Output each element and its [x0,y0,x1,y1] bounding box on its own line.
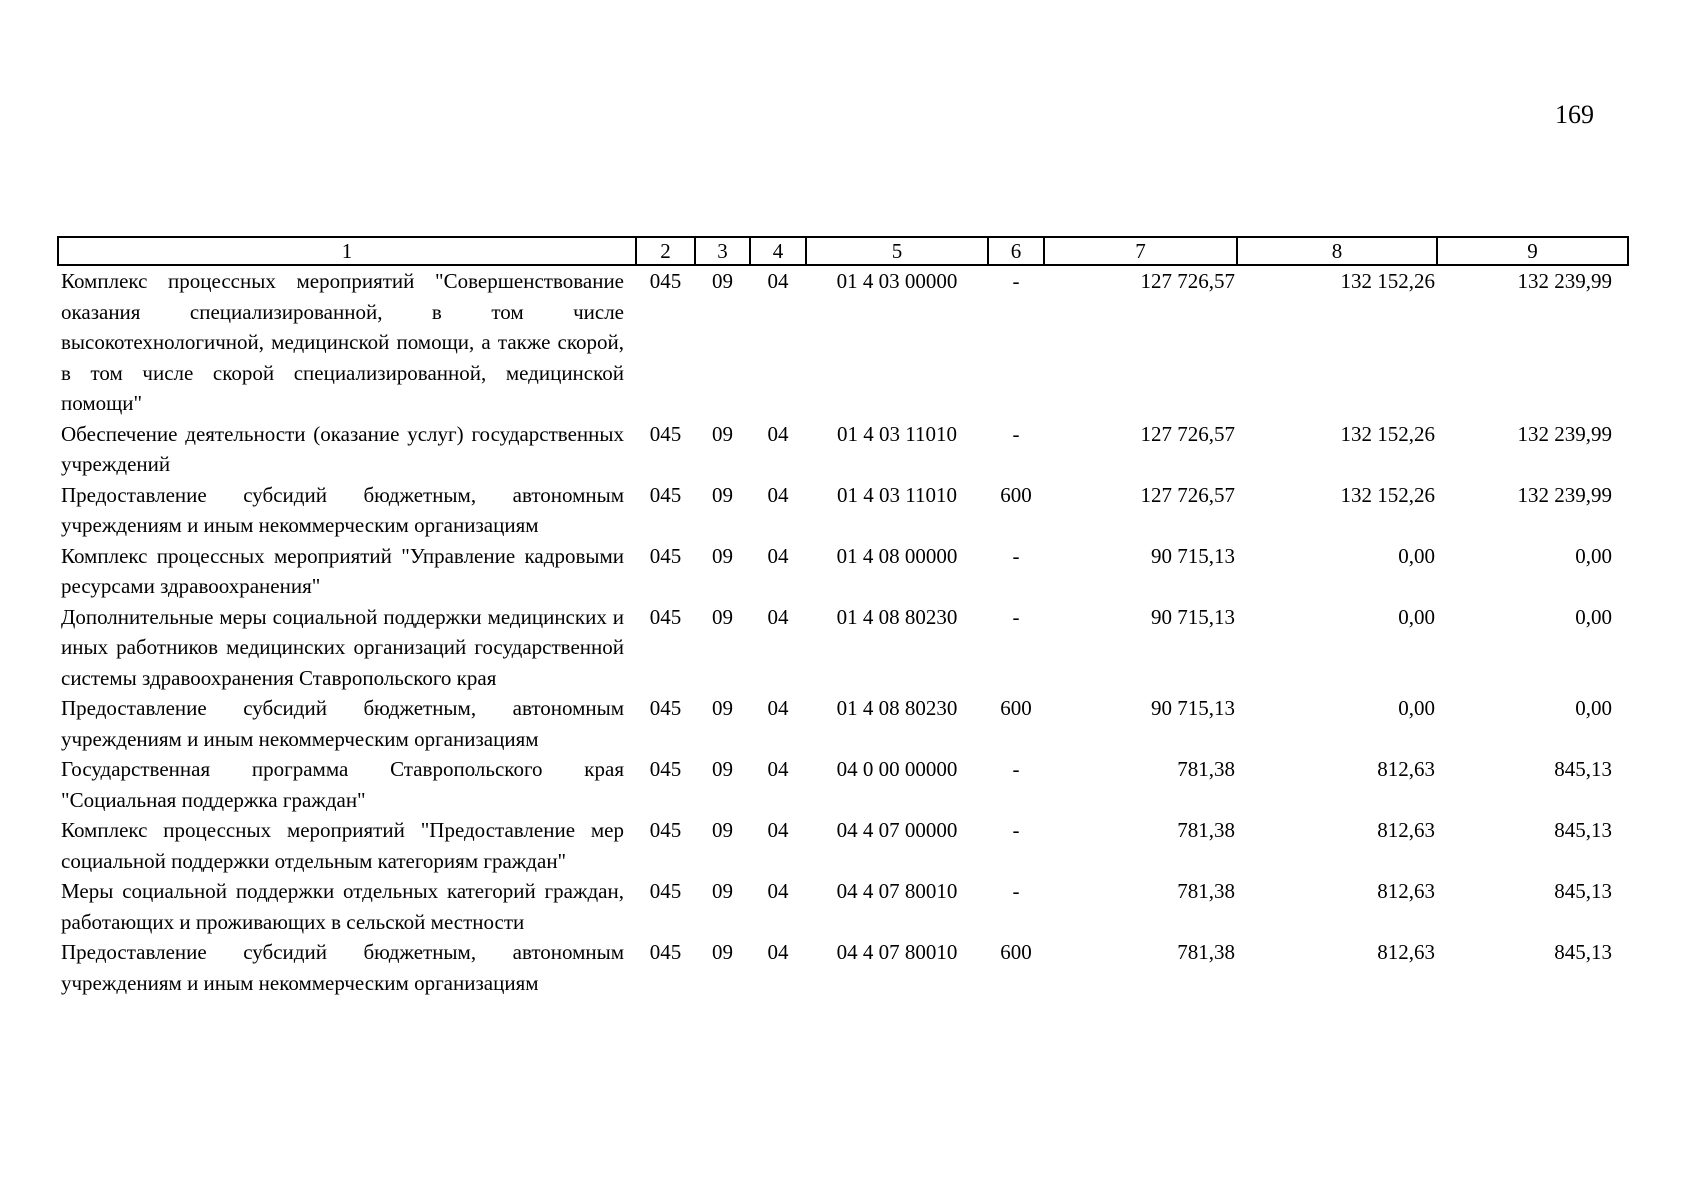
header-cell: 9 [1437,237,1628,265]
cell-col3: 09 [712,543,733,568]
cell-col8: 132 152,26 [1340,482,1435,507]
cell-col4: 04 [767,818,789,842]
cell-col6: - [1012,604,1020,629]
cell-col9: 845,13 [1554,879,1612,903]
cell-col2: 045 [649,818,682,842]
cell-col7: 781,38 [1177,818,1235,842]
cell-col6: - [1012,818,1020,842]
cell-col3: 09 [712,940,733,964]
cell-col2: 045 [649,604,682,629]
cell-col6: 600 [1000,696,1032,720]
table-row [58,815,1628,876]
row-name: Государственная программа Ставропольского края "Социальная поддержка граждан" [61,757,624,812]
cell-col5: 01 4 08 80230 [836,696,958,720]
cell-col8: 812,63 [1377,818,1435,842]
cell-col7: 781,38 [1177,879,1235,903]
row-name: Предоставление субсидий бюджетным, автономным учреждениям и иным некоммерческим организациям [61,482,624,537]
cell-col8: 0,00 [1398,543,1435,568]
table-row [58,937,1628,998]
row-name: Меры социальной поддержки отдельных категорий граждан, работающих и проживающих в сельской местности [61,879,624,934]
row-name: Комплекс процессных мероприятий "Совершенствование оказания специализированной, в том числе высокотехнологичной, медицинской помощи, а также скорой, в том числе скорой специализированной, медицинской помощи" [61,269,624,415]
cell-col3: 09 [712,269,733,293]
cell-col4: 04 [767,879,789,903]
cell-col9: 845,13 [1554,757,1612,781]
header-cell: 6 [988,237,1044,265]
cell-col6: - [1012,543,1020,568]
cell-col5: 04 4 07 80010 [836,940,958,964]
cell-col4: 04 [767,482,789,507]
cell-col7: 127 726,57 [1140,421,1235,446]
table-row [58,876,1628,937]
cell-col4: 04 [767,421,789,446]
cell-col8: 132 152,26 [1340,421,1435,446]
page-number: 169 [1555,100,1594,129]
cell-col2: 045 [649,879,682,903]
cell-col9: 0,00 [1575,696,1612,720]
header-cell: 5 [806,237,988,265]
row-name: Предоставление субсидий бюджетным, автономным учреждениям и иным некоммерческим организациям [61,696,624,751]
cell-col7: 781,38 [1177,757,1235,781]
row-name: Комплекс процессных мероприятий "Управление кадровыми ресурсами здравоохранения" [61,543,624,598]
cell-col2: 045 [649,421,682,446]
header-cell: 7 [1044,237,1237,265]
cell-col8: 812,63 [1377,879,1435,903]
cell-col9: 0,00 [1575,543,1612,568]
table-row [58,602,1628,694]
header-row [58,237,1628,265]
table-row [58,419,1628,480]
header-cell: 1 [58,237,636,265]
cell-col4: 04 [767,696,789,720]
header-cell: 2 [636,237,695,265]
cell-col6: - [1012,269,1020,293]
cell-col5: 04 4 07 80010 [836,879,958,903]
cell-col4: 04 [767,757,789,781]
budget-table [57,236,1629,998]
cell-col9: 845,13 [1554,940,1612,964]
table-row [58,693,1628,754]
cell-col7: 127 726,57 [1140,482,1235,507]
cell-col3: 09 [712,604,733,629]
cell-col5: 01 4 03 00000 [836,269,958,293]
cell-col2: 045 [649,940,682,964]
cell-col2: 045 [649,696,682,720]
cell-col9: 132 239,99 [1517,421,1612,446]
cell-col8: 132 152,26 [1340,269,1435,293]
header-cell: 3 [695,237,750,265]
cell-col6: 600 [1000,940,1032,964]
cell-col5: 01 4 08 00000 [836,543,958,568]
cell-col4: 04 [767,269,789,293]
cell-col2: 045 [649,269,682,293]
cell-col7: 781,38 [1177,940,1235,964]
cell-col5: 04 4 07 00000 [836,818,958,842]
cell-col7: 127 726,57 [1140,269,1235,293]
cell-col4: 04 [767,543,789,568]
cell-col2: 045 [649,482,682,507]
row-name: Предоставление субсидий бюджетным, автономным учреждениям и иным некоммерческим организациям [61,940,624,995]
cell-col8: 0,00 [1398,696,1435,720]
cell-col6: - [1012,421,1020,446]
cell-col5: 01 4 03 11010 [837,482,957,507]
cell-col6: - [1012,879,1020,903]
cell-col7: 90 715,13 [1151,696,1235,720]
cell-col6: 600 [1000,482,1032,507]
cell-col9: 132 239,99 [1517,269,1612,293]
table-row [58,480,1628,541]
cell-col5: 04 0 00 00000 [836,757,958,781]
table-row [58,541,1628,602]
cell-col8: 812,63 [1377,940,1435,964]
table-row [58,265,1628,419]
cell-col3: 09 [712,482,733,507]
cell-col8: 812,63 [1377,757,1435,781]
cell-col9: 845,13 [1554,818,1612,842]
cell-col9: 132 239,99 [1517,482,1612,507]
cell-col3: 09 [712,879,733,903]
row-name: Комплекс процессных мероприятий "Предоставление мер социальной поддержки отдельным категориям граждан" [61,818,624,873]
cell-col6: - [1012,757,1020,781]
cell-col3: 09 [712,757,733,781]
cell-col5: 01 4 03 11010 [837,421,957,446]
cell-col7: 90 715,13 [1151,604,1235,629]
cell-col2: 045 [649,757,682,781]
cell-col7: 90 715,13 [1151,543,1235,568]
cell-col4: 04 [767,604,789,629]
cell-col4: 04 [767,940,789,964]
row-name: Дополнительные меры социальной поддержки медицинских и иных работников медицинских организаций государственной системы здравоохранения Ставропольского края [61,604,624,690]
cell-col5: 01 4 08 80230 [836,604,958,629]
cell-col3: 09 [712,421,733,446]
header-cell: 8 [1237,237,1437,265]
cell-col2: 045 [649,543,682,568]
cell-col3: 09 [712,818,733,842]
cell-col9: 0,00 [1575,604,1612,629]
cell-col3: 09 [712,696,733,720]
header-cell: 4 [750,237,806,265]
table-row [58,754,1628,815]
row-name: Обеспечение деятельности (оказание услуг) государственных учреждений [61,421,624,476]
cell-col8: 0,00 [1398,604,1435,629]
